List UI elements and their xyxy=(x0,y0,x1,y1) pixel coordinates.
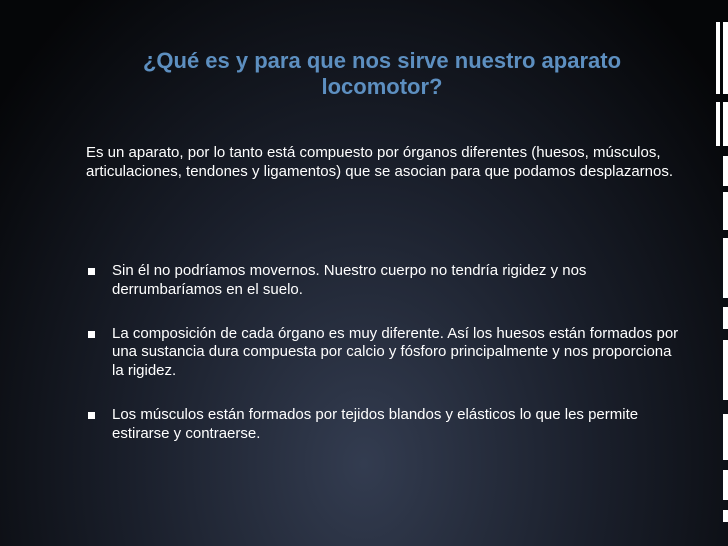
bullet-list xyxy=(86,262,686,443)
intro-paragraph: Es un aparato, por lo tanto está compuesto por órganos diferentes (huesos, músculos, articulaciones, tendones y ligamentos) que se asocian para que podamos desplazarnos. xyxy=(86,144,674,180)
slide-title: ¿Qué es y para que nos sirve nuestro aparato locomotor? xyxy=(142,48,622,99)
list-item-text: Los músculos están formados por tejidos blandos y elásticos lo que les permite estirarse y contraerse. xyxy=(112,405,639,442)
square-bullet-icon xyxy=(88,268,95,275)
list-item xyxy=(86,406,686,444)
decorative-stripes xyxy=(710,22,728,522)
square-bullet-icon xyxy=(88,331,95,338)
square-bullet-icon xyxy=(88,412,95,419)
list-item-text: Sin él no podríamos movernos. Nuestro cuerpo no tendría rigidez y nos derrumbaríamos en el suelo. xyxy=(112,262,587,298)
list-item xyxy=(86,262,686,300)
list-item-text: La composición de cada órgano es muy diferente. Así los huesos están formados por una sustancia dura compuesta por calcio y fósforo principalmente y nos proporciona la rigidez. xyxy=(112,324,679,379)
list-item xyxy=(86,325,686,381)
